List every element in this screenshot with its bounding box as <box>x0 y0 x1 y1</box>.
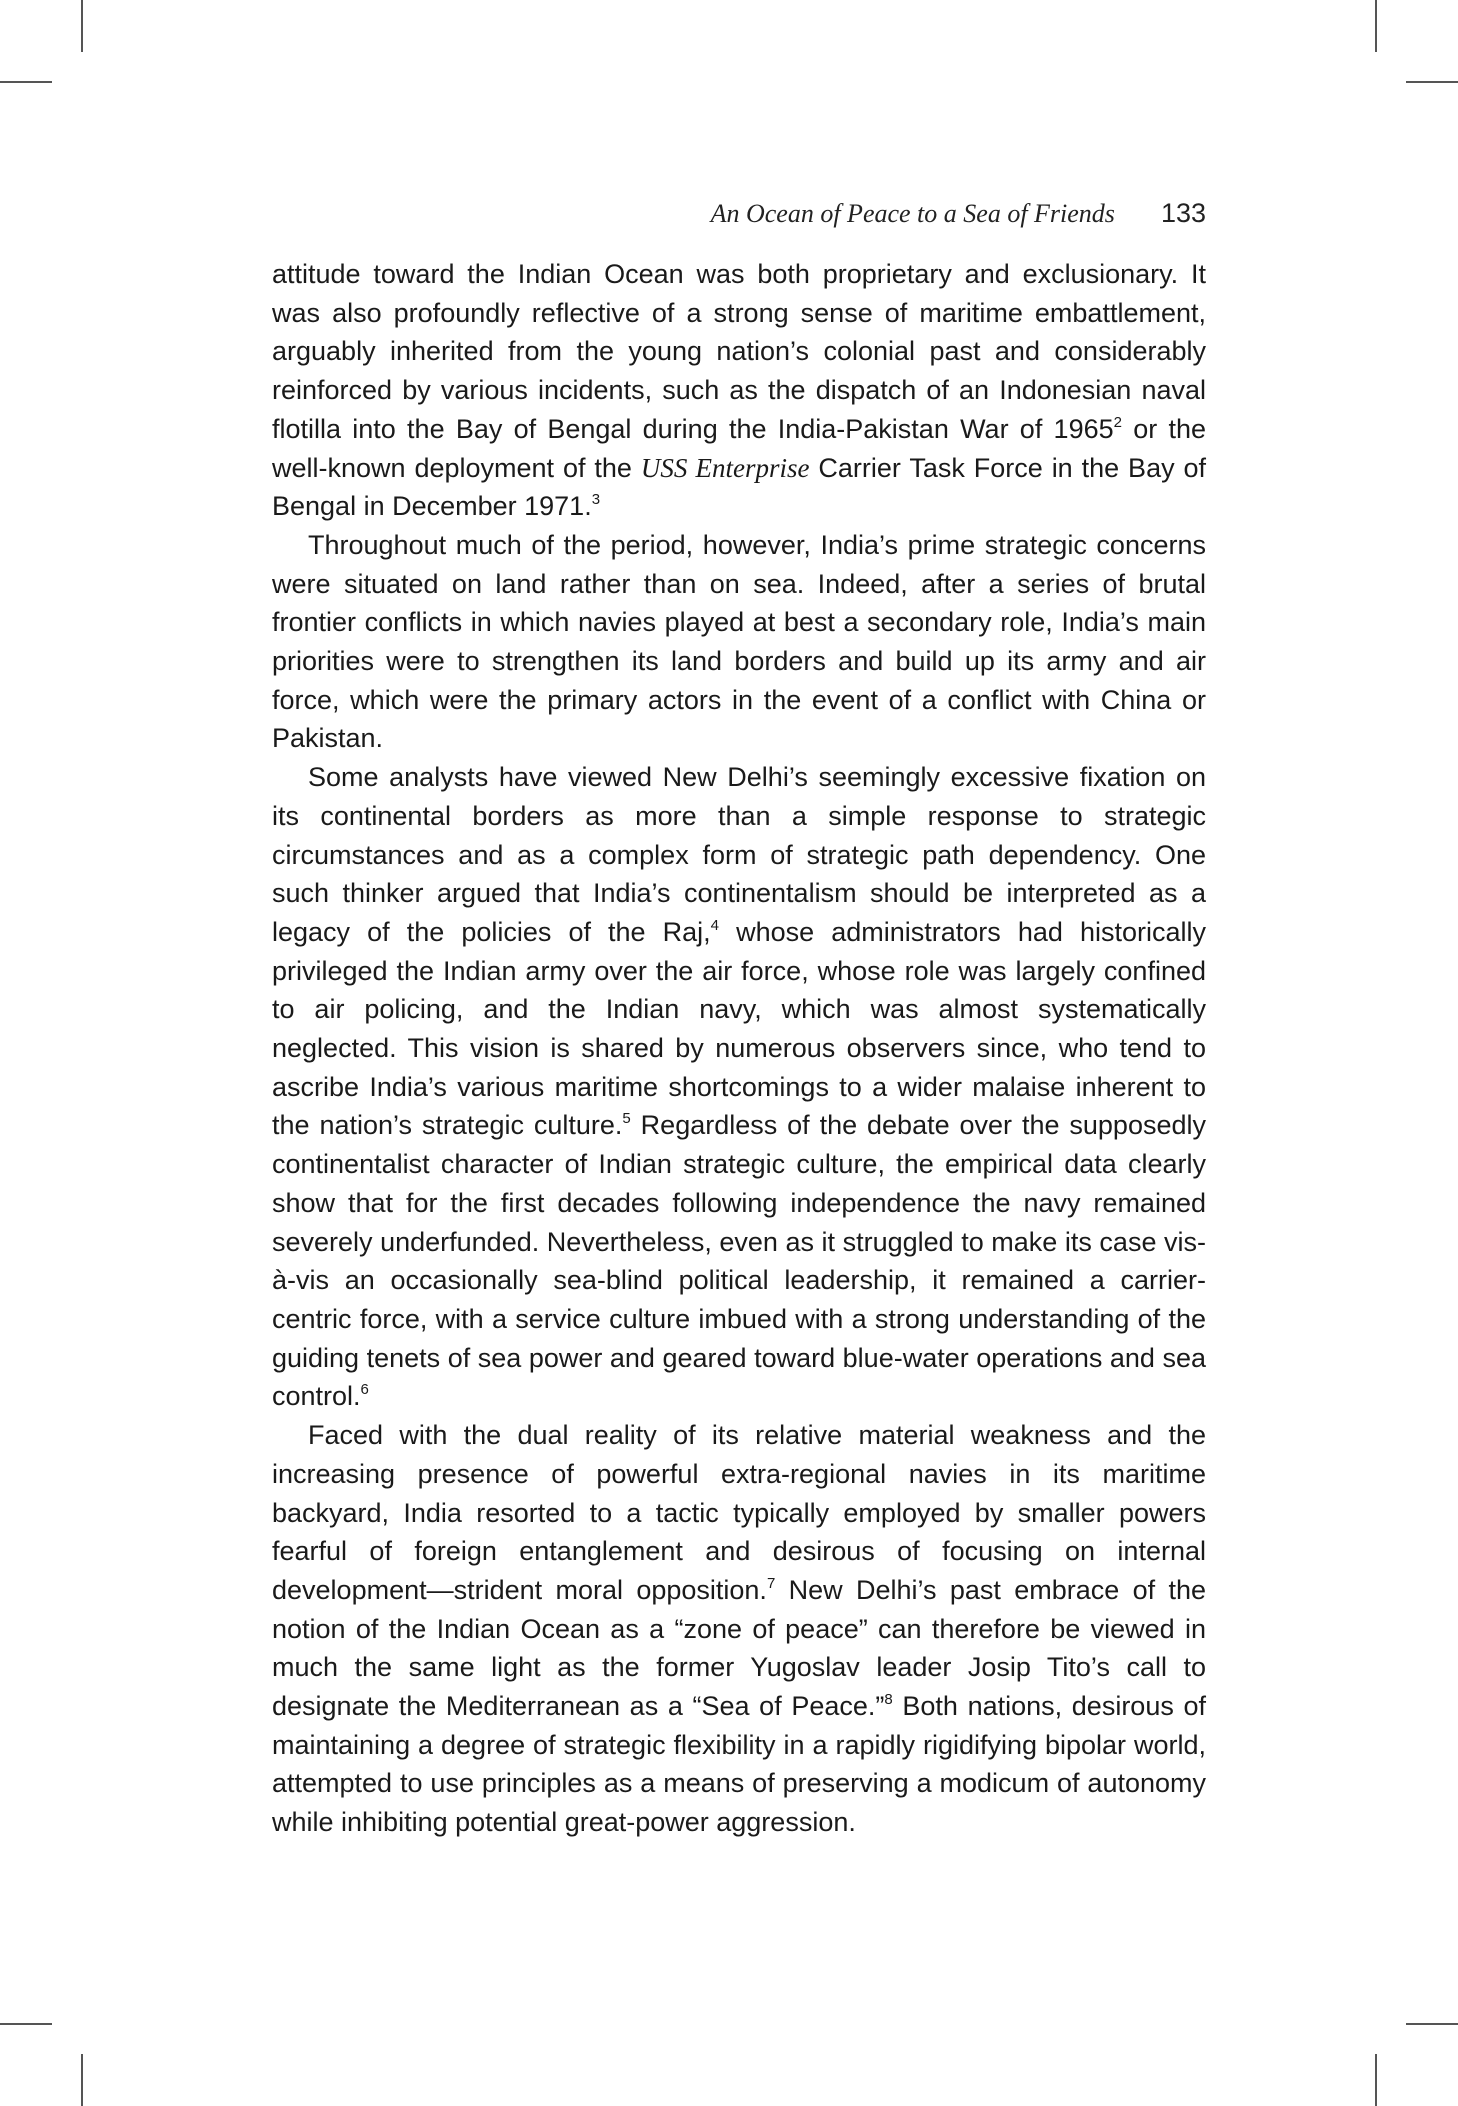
paragraph <box>272 255 1206 526</box>
footnote-marker: 3 <box>591 491 601 509</box>
footnote-marker: 4 <box>710 916 720 934</box>
text-run: Faced with the dual reality of its relative material weakness and the increasing presence of powerful extra-regional navies in its maritime backyard, India resorted to a tactic typically employed by smaller powers fearful of foreign entanglement and desirous of focusing on internal development—strident moral opposition. <box>272 1420 1206 1605</box>
text-run: Carrier Task Force in the Bay of Bengal in December 1971. <box>272 452 1207 522</box>
body-text <box>272 255 1206 1842</box>
paragraph <box>272 526 1206 758</box>
crop-mark-bottom-right-vertical <box>1375 2054 1377 2106</box>
italic-text: USS Enterprise <box>640 452 810 483</box>
crop-mark-top-left-vertical <box>81 0 83 52</box>
text-run: whose administrators had historically privileged the Indian army over the air force, whose role was largely confined to air policing, and the Indian navy, which was almost systematically neglected. This vision is shared by numerous observers since, who tend to ascribe India’s various maritime shortcomings to a wider malaise inherent to the nation’s strategic culture. <box>272 916 1206 1141</box>
footnote-marker: 8 <box>884 1691 893 1709</box>
page-number: 133 <box>1160 198 1206 228</box>
crop-mark-bottom-left-horizontal <box>0 2023 52 2025</box>
text-run: Regardless of the debate over the supposedly continentalist character of Indian strategic culture, the empirical data clearly show that for the first decades following independence the navy remained severely underfunded. Nevertheless, even as it struggled to make its case vis-à-vis an occasionally sea-blind political leadership, it remained a carrier-centric force, with a service culture imbued with a strong understanding of the guiding tenets of sea power and geared toward blue-water operations and sea control. <box>272 1110 1206 1412</box>
crop-mark-top-right-horizontal <box>1406 81 1458 83</box>
footnote-marker: 5 <box>622 1110 631 1128</box>
paragraph <box>272 1416 1206 1842</box>
crop-mark-top-right-vertical <box>1375 0 1377 52</box>
footnote-marker: 7 <box>766 1574 776 1592</box>
text-run: or the well-known deployment of the <box>272 413 1207 483</box>
running-title: An Ocean of Peace to a Sea of Friends <box>710 199 1115 228</box>
crop-mark-bottom-left-vertical <box>81 2054 83 2106</box>
text-run: Some analysts have viewed New Delhi’s seemingly excessive fixation on its continental borders as more than a simple response to strategic circumstances and as a complex form of strategic path dependency. One such thinker argued that India’s continentalism should be interpreted as a legacy of the policies of the Raj, <box>272 762 1206 947</box>
crop-mark-top-left-horizontal <box>0 81 52 83</box>
footnote-marker: 6 <box>360 1381 369 1399</box>
page-header <box>272 198 1206 234</box>
text-run: Throughout much of the period, however, India’s prime strategic concerns were situated on land rather than on sea. Indeed, after a series of brutal frontier conflicts in which navies played at best a secondary role, India’s main priorities were to strengthen its land borders and build up its army and air force, which were the primary actors in the event of a conflict with China or Pakistan. <box>272 529 1206 754</box>
crop-mark-bottom-right-horizontal <box>1406 2023 1458 2025</box>
paragraph <box>272 758 1206 1416</box>
footnote-marker: 2 <box>1113 413 1122 431</box>
text-run: attitude toward the Indian Ocean was both proprietary and exclusionary. It was also profoundly reflective of a strong sense of maritime embattlement, arguably inherited from the young nation’s colonial past and considerably reinforced by various incidents, such as the dispatch of an Indonesian naval flotilla into the Bay of Bengal during the India-Pakistan War of 1965 <box>272 259 1206 444</box>
text-run: New Delhi’s past embrace of the notion of the Indian Ocean as a “zone of peace” can therefore be viewed in much the same light as the former Yugoslav leader Josip Tito’s call to designate the Mediterranean as a “Sea of Peace.” <box>272 1574 1206 1722</box>
text-run: Both nations, desirous of maintaining a degree of strategic flexibility in a rapidly rigidifying bipolar world, attempted to use principles as a means of preserving a modicum of autonomy while inhibiting potential great-power aggression. <box>272 1691 1206 1838</box>
